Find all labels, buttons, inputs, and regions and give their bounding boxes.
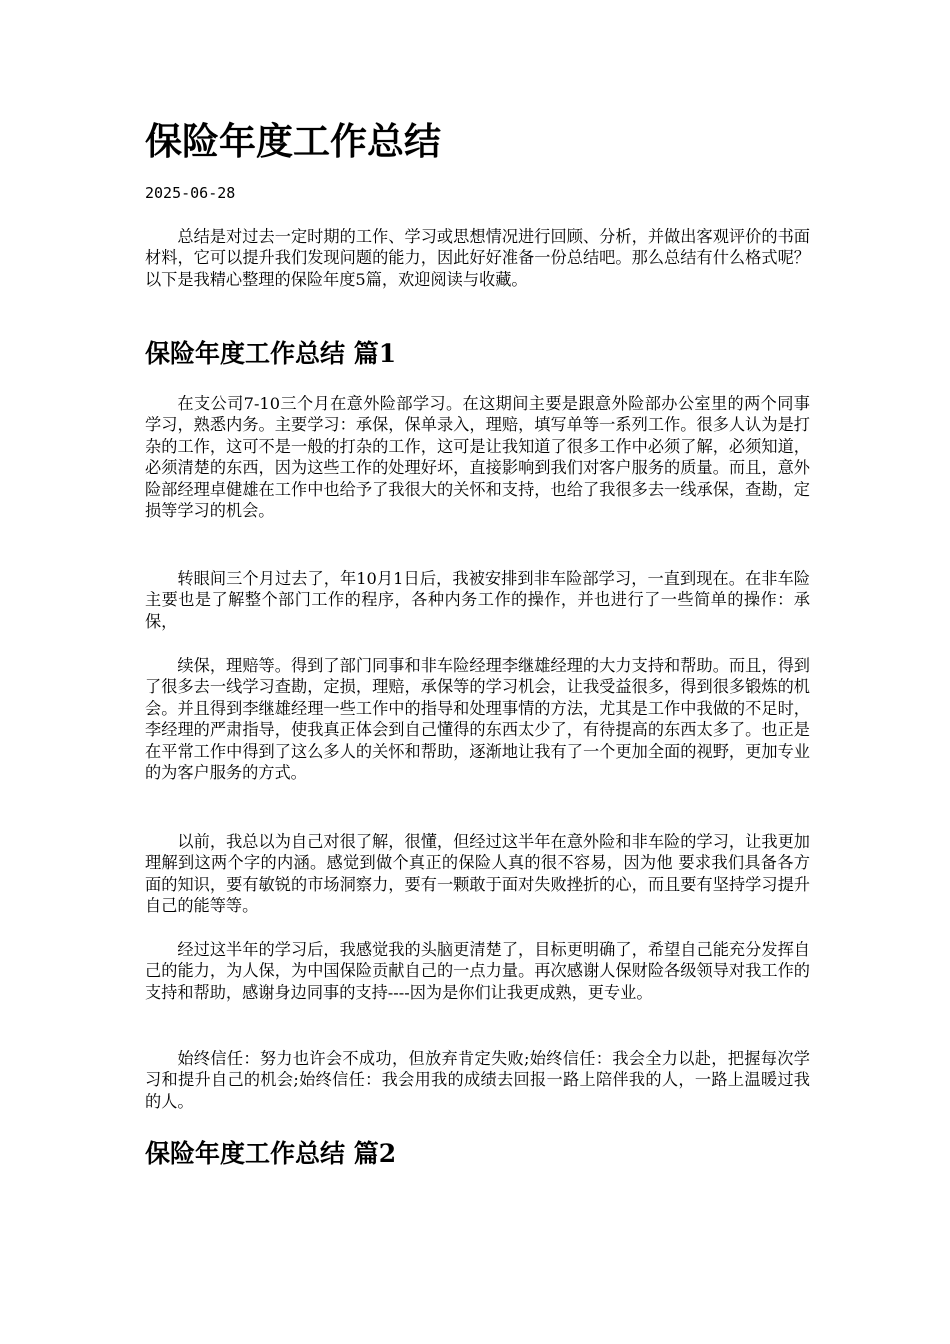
section-heading-2: 保险年度工作总结 篇2 [145, 1139, 397, 1168]
section1-paragraph-3: 续保，理赔等。得到了部门同事和非车险经理李继雄经理的大力支持和帮助。而且，得到了很多去一线学习查勘，定损，理赔，承保等的学习机会，让我受益很多，得到很多锻炼的机会。并且得到李继雄经理一些工作中的指导和处理事情的方法，尤其是工作中我做的不足时，李经理的严肃指导，使我真正体会到自己懂得的东西太少了，有待提高的东西太多了。也正是在平常工作中得到了这么多人的关怀和帮助，逐渐地让我有了一个更加全面的视野，更加专业的为客户服务的方式。 [145, 656, 810, 783]
document-date: 2025-06-28 [145, 184, 236, 202]
intro-paragraph: 总结是对过去一定时期的工作、学习或思想情况进行回顾、分析，并做出客观评价的书面材料，它可以提升我们发现问题的能力，因此好好准备一份总结吧。那么总结有什么格式呢？以下是我精心整理的保险年度5篇，欢迎阅读与收藏。 [145, 227, 810, 289]
section1-paragraph-2: 转眼间三个月过去了，年10月1日后，我被安排到非车险部学习，一直到现在。在非车险主要也是了解整个部门工作的程序，各种内务工作的操作，并也进行了一些简单的操作：承保， [145, 569, 810, 631]
section1-paragraph-5: 经过这半年的学习后，我感觉我的头脑更清楚了，目标更明确了，希望自己能充分发挥自己的能力，为人保，为中国保险贡献自己的一点力量。再次感谢人保财险各级领导对我工作的支持和帮助，感谢身边同事的支持----因为是你们让我更成熟，更专业。 [145, 940, 810, 1002]
section1-paragraph-4: 以前，我总以为自己对很了解，很懂，但经过这半年在意外险和非车险的学习，让我更加理解到这两个字的内涵。感觉到做个真正的保险人真的很不容易，因为他 要求我们具备各方面的知识，要有敏锐的市场洞察力，要有一颗敢于面对失败挫折的心，而且要有坚持学习提升自己的能等等。 [145, 832, 810, 916]
document-title: 保险年度工作总结 [145, 119, 441, 163]
section-heading-1: 保险年度工作总结 篇1 [145, 339, 397, 368]
section1-paragraph-6: 始终信任：努力也许会不成功，但放弃肯定失败;始终信任：我会全力以赴，把握每次学习和提升自己的机会;始终信任：我会用我的成绩去回报一路上陪伴我的人，一路上温暖过我的人。 [145, 1049, 810, 1111]
section1-paragraph-1: 在支公司7-10三个月在意外险部学习。在这期间主要是跟意外险部办公室里的两个同事学习，熟悉内务。主要学习：承保，保单录入，理赔，填写单等一系列工作。很多人认为是打杂的工作，这可不是一般的打杂的工作，这可是让我知道了很多工作中必须了解，必须知道，必须清楚的东西，因为这些工作的处理好坏，直接影响到我们对客户服务的质量。而且，意外险部经理卓健雄在工作中也给予了我很大的关怀和支持，也给了我很多去一线承保，查勘，定损等学习的机会。 [145, 394, 810, 521]
